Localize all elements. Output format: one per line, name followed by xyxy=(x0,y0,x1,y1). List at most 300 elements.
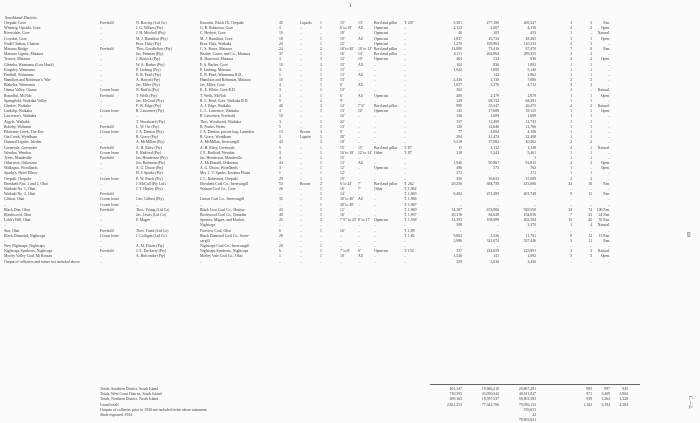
totals-label: Totals, Northern District, North Island xyxy=(100,397,159,402)
table-cell: .. xyxy=(100,223,102,228)
table-cell: Mrs. J. V. Sparks, Iowaina Plains xyxy=(200,171,251,176)
table-cell: .. xyxy=(534,88,536,93)
table-cell: T. 1,067 xyxy=(404,202,417,207)
table-cell: Tyees, Mandeville xyxy=(4,155,32,160)
table-cell: 45 xyxy=(279,21,283,25)
table-cell: .. xyxy=(404,254,406,259)
table-cell: Otama Valley, Otama xyxy=(4,88,37,93)
table-cell: 6' xyxy=(358,249,361,254)
table-cell: .. xyxy=(358,176,360,181)
table-cell: .. xyxy=(374,124,376,129)
table-cell: Jas. Miles (Pty) xyxy=(136,83,160,88)
totals-value: 401,347 xyxy=(449,387,462,391)
table-cell: 1 xyxy=(320,83,322,88)
table-cell: Bord and pillar xyxy=(374,181,397,186)
table-cell: Fan. xyxy=(603,46,610,51)
table-cell: 1 xyxy=(570,135,572,140)
table-cell: 16' xyxy=(340,228,345,233)
table-cell: .. xyxy=(404,109,406,114)
table-cell: 1,837 xyxy=(453,36,462,41)
table-cell: 2 xyxy=(590,140,592,145)
table-cell: F. Magee xyxy=(136,218,151,223)
table-cell: 3 xyxy=(279,109,281,114)
table-cell: 9' xyxy=(340,98,343,103)
table-cell: 1 xyxy=(590,62,592,67)
table-cell: 1 xyxy=(320,52,322,57)
table-cell: 7,086 xyxy=(527,78,536,83)
table-cell: Jas. Miles, Gore xyxy=(200,83,225,88)
table-cell: .. xyxy=(404,161,406,166)
table-cell: 1 xyxy=(570,88,572,93)
table-cell: .. xyxy=(4,223,6,228)
table-cell: 269,347 xyxy=(523,21,536,25)
table-cell: Jos. Rothman (Pty) xyxy=(136,161,166,166)
table-cell: .. xyxy=(497,88,499,93)
table-cell: 1 xyxy=(320,187,322,191)
table-cell: .. xyxy=(100,62,102,67)
table-cell: E. R. Pearl (Pty) xyxy=(136,72,161,77)
table-cell: 20 xyxy=(279,41,283,46)
table-cell: Freehold xyxy=(100,192,114,197)
table-cell: 508 xyxy=(456,223,462,228)
table-cell: 2 xyxy=(320,46,322,51)
totals-label: Totals, Southern District, South Island xyxy=(100,387,159,391)
table-cell: .. xyxy=(100,36,102,41)
table-cell: .. xyxy=(404,166,406,171)
table-cell: T. 1,938 xyxy=(404,218,417,223)
table-cell: 3 xyxy=(279,88,281,93)
table-cell: B. Fenlie, Wetos xyxy=(200,124,226,129)
table-cell: 19' xyxy=(340,36,345,41)
table-cell: 15' xyxy=(340,21,345,25)
table-cell: Walkapus, Woodlands xyxy=(4,166,38,171)
table-cell: R. Harwood, Mataura xyxy=(200,57,234,62)
table-cell: 5 xyxy=(279,124,281,129)
table-cell: .. xyxy=(358,259,360,264)
table-cell: .. xyxy=(404,83,406,88)
table-cell: .. xyxy=(460,187,462,191)
table-cell: .. xyxy=(404,155,406,160)
table-cell: Open. xyxy=(600,254,610,259)
table-cell: .. xyxy=(4,238,6,243)
table-cell: .. xyxy=(300,31,302,36)
table-cell: 13' xyxy=(340,72,345,77)
table-cell: .. xyxy=(300,233,302,238)
table-cell: .. xyxy=(570,197,572,202)
table-cell: 18,125 xyxy=(525,109,536,114)
table-cell: 1 xyxy=(320,88,322,93)
table-cell: 21,474 xyxy=(488,135,499,140)
table-cell: .. xyxy=(300,109,302,114)
table-cell: .. xyxy=(358,129,360,134)
table-cell: .. xyxy=(200,192,202,197)
table-cell: .. xyxy=(374,238,376,243)
table-cell: Beattie, Carter, and Co., Mataura xyxy=(200,52,251,57)
table-cell: Ebenheth Nos. 1 and 2, Ohai xyxy=(4,181,48,186)
table-cell: 24 xyxy=(568,181,572,186)
table-cell: Nightcaps Synthesis, Nightcaps xyxy=(4,249,53,254)
table-cell: .. xyxy=(404,119,406,124)
table-cell: 404 xyxy=(456,57,462,62)
table-cell: Morley Valley Coal, Mt Rowan xyxy=(4,254,52,259)
table-cell: Crown lease xyxy=(100,150,119,155)
table-cell: 294 xyxy=(456,135,462,140)
table-cell: 5,243 xyxy=(490,150,499,155)
table-cell: .. xyxy=(300,150,302,155)
table-cell: .. xyxy=(100,98,102,103)
table-cell: 26 xyxy=(279,187,283,191)
table-cell: Natural. xyxy=(597,249,610,254)
table-cell: E. R. Pearl, Waimumu R.D. xyxy=(200,72,243,77)
totals-value: 58,801,583 xyxy=(518,397,536,402)
table-cell: 10 xyxy=(279,78,283,83)
table-cell: .. xyxy=(374,192,376,197)
table-cell: 1 xyxy=(320,212,322,217)
table-cell: .. xyxy=(608,202,610,207)
table-cell: 6,404 xyxy=(453,192,462,197)
table-cell: .. xyxy=(404,98,406,103)
table-cell: Natural. xyxy=(597,145,610,150)
table-cell: 43 xyxy=(279,140,283,145)
table-cell: 8 xyxy=(570,233,572,238)
table-cell: 1,270 xyxy=(453,41,462,46)
table-cell: 15' xyxy=(340,145,345,150)
table-cell: R. L. Reid, Gore, Waikaka R.D. xyxy=(200,98,249,103)
table-cell: 762 xyxy=(530,166,536,171)
table-cell: 321,074 xyxy=(486,238,499,243)
table-cell: .. xyxy=(590,187,592,191)
table-cell: .. xyxy=(590,202,592,207)
table-cell: 12' to 14' xyxy=(358,150,372,155)
table-cell: A. H. Riley (Pty) xyxy=(136,145,163,150)
table-cell: Lawrence's, Waikaka xyxy=(4,114,37,119)
table-cell: 1 xyxy=(320,155,322,160)
table-cell: 108,088 xyxy=(486,218,499,223)
table-cell: .. xyxy=(534,197,536,202)
table-cell: Opencast xyxy=(374,26,389,31)
table-cell: Otherwise, Otikeranu xyxy=(4,161,37,166)
table-cell: 277,188 xyxy=(486,21,499,25)
table-cell: 92,813 xyxy=(525,161,536,166)
table-cell: .. xyxy=(100,26,102,31)
table-cell: 3 xyxy=(320,57,322,62)
table-cell: Morley Vale Coal Co., Ohai xyxy=(200,254,243,259)
table-cell: Opencast xyxy=(374,31,389,36)
table-cell: Black Lion Coal Co., Haritay xyxy=(200,207,245,212)
table-cell: 5 xyxy=(279,98,281,103)
table-cell: 231,495 xyxy=(486,192,499,197)
table-cell: 1 xyxy=(570,166,572,171)
table-cell: Black Diamond Coal Co., Inver- xyxy=(200,233,250,238)
table-cell: 141 xyxy=(493,254,499,259)
table-cell: J. Borlock (Pty) xyxy=(136,57,161,62)
table-cell: .. xyxy=(300,244,302,249)
table-cell: Thos. Woodward, Waikaka xyxy=(200,119,242,124)
table-cell: 5 xyxy=(590,254,592,259)
table-cell: Ota Creek, Wyndham xyxy=(4,135,37,140)
table-cell: .. xyxy=(404,114,406,119)
table-cell: G. R. Robinson, Gore xyxy=(200,26,234,31)
table-cell: .. xyxy=(358,171,360,176)
table-cell: .. xyxy=(100,41,102,46)
totals-value: 3,964 xyxy=(619,392,628,397)
table-cell: .. xyxy=(404,26,406,31)
table-cell: .. xyxy=(100,212,102,217)
table-cell: 29 xyxy=(279,176,283,181)
table-cell: 1 xyxy=(590,93,592,98)
table-cell: .. xyxy=(300,223,302,228)
table-cell: 356 xyxy=(456,176,462,181)
table-cell: .. xyxy=(100,57,102,62)
table-cell: 262,964 xyxy=(486,52,499,57)
totals-value: 2,821,253 xyxy=(446,402,462,407)
table-cell: 3 xyxy=(320,140,322,145)
table-cell: 1,132 xyxy=(490,145,499,150)
table-cell: 109,963 xyxy=(486,41,499,46)
table-cell: 29,256 xyxy=(451,181,462,186)
table-cell: .. xyxy=(374,161,376,166)
table-cell: 2 xyxy=(590,26,592,31)
table-cell: 3 xyxy=(570,52,572,57)
table-cell: 3,376 xyxy=(490,83,499,88)
totals-value: 576,653 xyxy=(523,407,536,412)
table-cell: A. J. Edge, Waikaka xyxy=(200,104,231,108)
table-cell: Orepuki, Orepuki xyxy=(4,176,31,181)
table-cell: 13' xyxy=(340,124,345,129)
table-cell: .. xyxy=(358,244,360,249)
table-cell: F. W. Edge (Pty) xyxy=(136,104,162,108)
table-cell: New Nightcaps, Nightcaps xyxy=(4,244,45,249)
table-cell: 2 xyxy=(570,26,572,31)
table-cell: 3 xyxy=(590,52,592,57)
table-cell: Crown lease xyxy=(100,129,119,134)
table-cell: C. Herbert, Gore xyxy=(200,31,226,36)
table-cell: 18 xyxy=(279,36,283,41)
table-cell: Black Diar, Ohai xyxy=(4,207,30,212)
table-cell: .. xyxy=(300,187,302,191)
table-cell: .. xyxy=(300,46,302,51)
table-cell: Terrace, Mataura xyxy=(4,57,30,62)
table-cell: 3 xyxy=(279,135,281,140)
table-cell: E. W. Batch (Pty) xyxy=(136,176,163,181)
table-cell: .. xyxy=(534,202,536,207)
table-cell: Open. xyxy=(600,26,610,31)
table-cell: .. xyxy=(340,223,342,228)
table-cell: Thos. Geodfellow (Pty) xyxy=(136,46,172,51)
table-cell: 2 xyxy=(570,161,572,166)
table-cell: 3 xyxy=(570,249,572,254)
table-cell: 1 xyxy=(590,72,592,77)
table-cell: 2 xyxy=(320,98,322,103)
table-cell: All xyxy=(358,72,363,77)
table-cell: 1 xyxy=(570,109,572,114)
table-cell: 5 xyxy=(570,254,572,259)
table-cell: 20,316 xyxy=(451,212,462,217)
table-cell: 1 xyxy=(320,109,322,114)
table-cell: 3,986 xyxy=(453,238,462,243)
table-cell: T. 1,88 xyxy=(404,228,415,233)
table-cell: All xyxy=(358,254,363,259)
table-cell: .. xyxy=(300,72,302,77)
totals-row xyxy=(4,418,672,423)
table-cell: 4,084 xyxy=(490,129,499,134)
table-cell: .. xyxy=(404,223,406,228)
table-cell: Glenlee, Waikaka xyxy=(4,104,31,108)
table-cell: 9,062 xyxy=(453,233,462,238)
table-cell: .. xyxy=(358,88,360,93)
table-cell: 2,007 xyxy=(490,26,499,31)
table-cell: 13' xyxy=(340,62,345,67)
table-cell: 4 xyxy=(590,223,592,228)
table-cell: Crown lease xyxy=(100,109,119,114)
table-cell: 2,879 xyxy=(527,93,536,98)
table-cell: R. Lawrence (Pty) xyxy=(136,109,164,114)
table-cell: .. xyxy=(374,119,376,124)
table-cell: Nightcaps Synthesis, Nightcaps xyxy=(200,249,249,254)
table-cell: Lankilip, Waikaka xyxy=(4,109,32,114)
table-cell: 13 xyxy=(588,192,592,197)
table-cell: Opencast xyxy=(374,166,389,171)
table-cell: 12' xyxy=(340,166,345,171)
table-cell: Waimai Coal Co., Gore xyxy=(200,187,236,191)
table-cell: T. 1,969 xyxy=(404,207,417,212)
totals-value: 1,328 xyxy=(619,397,628,402)
table-cell: .. xyxy=(358,119,360,124)
table-cell: .. xyxy=(570,202,572,207)
table-cell: .. xyxy=(404,67,406,72)
table-cell: .. xyxy=(608,171,610,176)
table-cell: .. xyxy=(374,223,376,228)
table-cell: .. xyxy=(279,223,281,228)
table-cell: 25,347 xyxy=(488,104,499,108)
table-cell: Freehold xyxy=(100,249,114,254)
table-cell: 1 xyxy=(320,41,322,46)
table-cell: 48 xyxy=(279,212,283,217)
table-cell: 53 xyxy=(279,181,283,186)
table-cell: 496 xyxy=(456,166,462,171)
table-cell: Natural. xyxy=(597,88,610,93)
table-cell: K. E. White, Gore R.D. xyxy=(200,88,236,93)
table-cell: .. xyxy=(374,171,376,176)
table-cell: 16' xyxy=(340,187,345,191)
table-cell: 2 xyxy=(590,161,592,166)
table-cell: 16' xyxy=(340,52,345,57)
table-cell: .. xyxy=(358,31,360,36)
table-cell: T. Woodward (Pty) xyxy=(136,119,165,124)
table-cell: 1 xyxy=(590,114,592,119)
table-cell: 15' xyxy=(358,145,363,150)
table-cell: Argyle, Waikaka xyxy=(4,119,30,124)
table-cell: .. xyxy=(300,171,302,176)
table-cell: 384,750 xyxy=(486,181,499,186)
table-cell: .. xyxy=(374,233,376,238)
table-cell: 120 xyxy=(456,124,462,129)
table-cell: 259 xyxy=(456,259,462,264)
totals-value: 985 xyxy=(586,387,592,391)
table-cell: .. xyxy=(497,244,499,249)
table-cell: 126 xyxy=(456,114,462,119)
table-cell: Glifton, Ohai xyxy=(4,197,25,202)
table-cell: 13' xyxy=(358,21,363,25)
table-cell: 3,318 xyxy=(453,140,462,145)
table-cell: .. xyxy=(136,259,138,264)
table-cell: .. xyxy=(300,93,302,98)
table-cell: .. xyxy=(100,104,102,108)
table-cell: 3,036 xyxy=(490,259,499,264)
table-cell: T. 1,069 xyxy=(404,192,417,197)
table-cell: .. xyxy=(300,176,302,181)
district-heading: Southland District. xyxy=(5,15,38,20)
table-cell: .. xyxy=(404,104,406,108)
table-cell: .. xyxy=(340,259,342,264)
table-cell: 1 xyxy=(320,192,322,197)
table-cell: 55 Fan. xyxy=(598,218,610,223)
table-cell: Mataura Lignite, Mataura xyxy=(4,52,44,57)
table-cell: .. xyxy=(404,72,406,77)
table-cell: 84,628 xyxy=(488,212,499,217)
table-cell: 1 xyxy=(320,202,322,207)
table-cell: .. xyxy=(374,197,376,202)
table-cell: Bord and pillar xyxy=(374,104,397,108)
table-cell: J. H. Mitchell (Pty) xyxy=(136,31,166,36)
table-cell: 30' to 40' xyxy=(340,202,354,207)
table-cell: Open. xyxy=(600,57,610,62)
table-cell: 7' xyxy=(358,187,361,191)
table-cell: 453 xyxy=(530,31,536,36)
table-cell: Nightcaps Coal Co., Invercargill xyxy=(200,244,250,249)
table-cell: Rokeby, Wobonui xyxy=(4,124,32,129)
table-cell: .. xyxy=(608,150,610,155)
table-cell: 18' xyxy=(340,254,345,259)
table-cell: .. xyxy=(100,83,102,88)
table-cell: 100 Fan. xyxy=(596,207,610,212)
table-cell: A. H. Riley, Greenvale xyxy=(200,145,235,150)
table-cell: J. A. Denton, private bag, Lumsden xyxy=(200,129,254,134)
table-cell: Crown lease xyxy=(100,176,119,181)
table-cell: 2 xyxy=(570,104,572,108)
table-cell: .. xyxy=(608,129,610,134)
table-cell: Mataura Bridge xyxy=(4,46,28,51)
table-cell: R. Grace, Wyndham xyxy=(200,135,231,140)
table-cell: 337,446 xyxy=(523,238,536,243)
table-cell: 4,712 xyxy=(527,83,536,88)
table-cell: .. xyxy=(374,259,376,264)
table-cell: T. 262 xyxy=(404,181,414,186)
table-cell: Wendon, Wendon xyxy=(4,150,31,155)
totals-value: 40,611,027 xyxy=(519,392,536,397)
table-cell: .. xyxy=(358,212,360,217)
table-cell: 40 xyxy=(279,104,283,108)
table-cell: All xyxy=(358,83,363,88)
table-cell: 40 xyxy=(458,31,462,36)
table-cell: Roundhil, McNab xyxy=(4,93,32,98)
table-cell: 12' xyxy=(340,41,345,46)
table-cell: Open. xyxy=(600,166,610,171)
table-cell: All xyxy=(358,36,363,41)
table-cell: Bord and pillar xyxy=(374,46,397,51)
table-cell: Ebenheth Coal Co., Invercargill xyxy=(200,181,249,186)
table-cell: 1 xyxy=(570,223,572,228)
table-cell: Thos. Young (Ltd Co) xyxy=(136,207,170,212)
table-cell: .. xyxy=(404,57,406,62)
table-row xyxy=(4,260,672,265)
table-cell: .. xyxy=(300,83,302,88)
table-cell: 1 xyxy=(320,67,322,72)
table-cell: 34,187 xyxy=(451,207,462,212)
table-cell: 1 xyxy=(590,155,592,160)
table-cell: 15 xyxy=(458,145,462,150)
table-cell: 534 xyxy=(493,57,499,62)
